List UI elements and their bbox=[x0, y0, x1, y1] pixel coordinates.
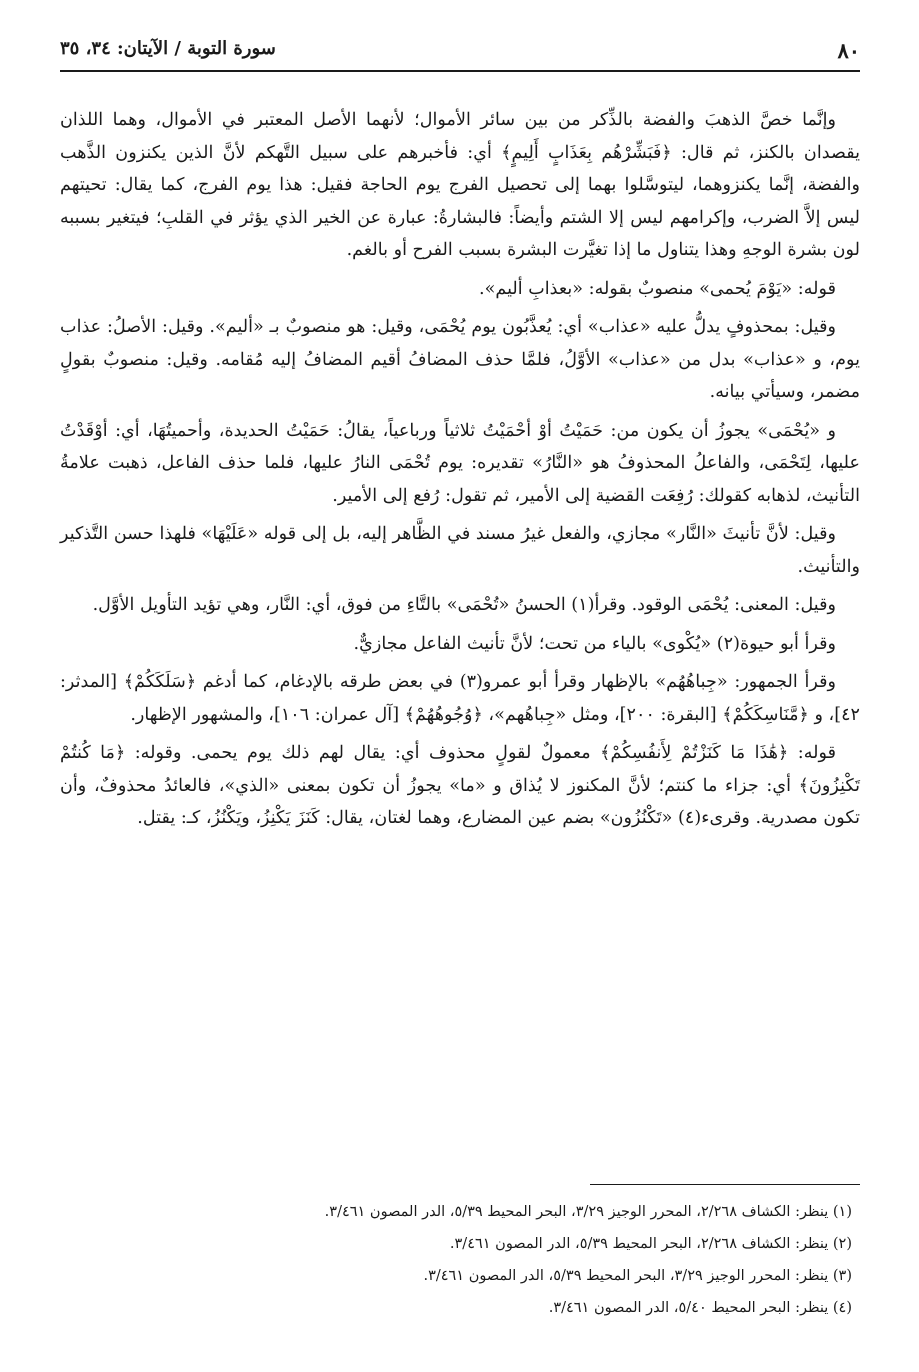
footnote-divider bbox=[590, 1184, 860, 1185]
paragraph-5: وقيل: لأنَّ تأنيثَ «النَّار» مجازي، والفعل غيرُ مسند في الظَّاهر إليه، بل إلى قوله «عَلَيْهَا» فلهذا حسن التَّذكير والتأنيث. bbox=[60, 524, 860, 577]
footnote-4: (٤) ينظر: البحر المحيط ٥/٤٠، الدر المصون ٣/٤٦١. bbox=[548, 1300, 852, 1316]
footnotes bbox=[60, 1196, 860, 1324]
paragraph-2: قوله: «يَوْمَ يُحمى» منصوبٌ بقوله: «بعذابِ أليم». bbox=[479, 278, 836, 299]
paragraph-7: وقرأ أبو حيوة(٢) «يُكْوى» بالياء من تحت؛ لأنَّ تأنيث الفاعل مجازيٌّ. bbox=[353, 633, 836, 654]
paragraph-3: وقيل: بمحذوفٍ يدلُّ عليه «عذاب» أي: يُعذَّبُون يوم يُحْمَى، وقيل: هو منصوبٌ بـ «أليم». وقيل: الأصلُ: عذاب يوم، و «عذاب» بدل من «عذاب» الأوَّلُ، فلمَّا حذف المضافُ أقيم المضافُ إليه مُقامه. وقيل: منصوبٌ بقولٍ مضمر، وسيأتي بيانه. bbox=[60, 317, 860, 402]
footnote-3: (٣) ينظر: المحرر الوجيز ٣/٢٩، البحر المحيط ٥/٣٩، الدر المصون ٣/٤٦١. bbox=[423, 1268, 852, 1284]
paragraph-9: قوله: ﴿هَٰذَا مَا كَنَزْتُمْ لِأَنفُسِكُمْ﴾ معمولٌ لقولٍ محذوف أي: يقال لهم ذلك يوم يحمى. وقوله: ﴿مَا كُنتُمْ تَكْنِزُونَ﴾ أي: جزاء ما كنتم؛ لأنَّ المكنوز لا يُذاق و «ما» يجوزُ أن تكون بمعنى «الذي»، فالعائدُ محذوفٌ، وأن تكون مصدرية. وقرىء(٤) «تَكْنُزُون» بضم عين المضارع، وهما لغتان، يقال: كَنَزَ يَكْنِزُ، ويَكْنُزُ، كـ: يقتل. bbox=[60, 743, 860, 828]
running-title: سورة التوبة / الآيتان: ٣٤، ٣٥ bbox=[60, 38, 276, 59]
paragraph-4: و «يُحْمَى» يجوزُ أن يكون من: حَمَيْتُ أوْ أحْمَيْتُ ثلاثياً ورباعياً، يقالُ: حَمَيْتُ الحديدة، وأحميتُهَا، أي: أوْقَدْتُ عليها، لِتَحْمَى، والفاعلُ المحذوفُ هو «النَّارُ» تقديره: يوم تُحْمَى النارُ عليها، فلما حذف الفاعل، ذهبت علامةُ التأنيث، لذهابه كقولك: رُفِعَت القضية إلى الأمير، ثم تقول: رُفع إلى الأمير. bbox=[60, 420, 860, 506]
paragraph-1: وإنَّما خصَّ الذهبَ والفضة بالذِّكر من بين سائر الأموال؛ لأنهما الأصل المعتبر في الأموال، وهما اللذان يقصدان بالكنز، ثم قال: ﴿فَبَشِّرْهُم بِعَذَابٍ أَلِيمٍ﴾ أي: فأخبرهم على سبيل التَّهكم لأنَّ الذين يكنزون الذَّهب والفضة، إنَّما يكنزوهما، ليتوسَّلوا بهما إلى تحصيل الفرج يوم الحاجة فقيل: هذا يوم الفرج، كما يقال: تحيتهم ليس إلاَّ الضرب، وإكرامهم ليس إلا الشتم وأيضاً: فالبشارةُ: عبارة عن الخير الذي يؤثر في القلبِ؛ فيتغير بسببه لون بشرة الوجهِ وهذا يتناول ما إذا تغيَّرت البشرة بسبب الفرح أو بالغم. bbox=[60, 110, 860, 260]
paragraph-8: وقرأ الجمهور: «جِباهُهُم» بالإظهار وقرأ أبو عمرو(٣) في بعض طرقه بالإدغام، كما أدغم ﴿سَلَكَكُمْ﴾ [المدثر: ٤٢]، و ﴿مَّنَاسِكَكُمْ﴾ [البقرة: ٢٠٠]، ومثل «جِباهُهم»، ﴿وُجُوهُهُمْ﴾ [آل عمران: ١٠٦]، والمشهور الإظهار. bbox=[60, 672, 860, 725]
paragraph-6: وقيل: المعنى: يُحْمَى الوقود. وقرأ(١) الحسنُ «تُحْمَى» بالتَّاءِ من فوق، أي: النَّار، وهي تؤيد التأويل الأوَّل. bbox=[92, 595, 836, 615]
page-header bbox=[60, 30, 860, 72]
book-page bbox=[60, 30, 860, 1350]
footnote-1: (١) ينظر: الكشاف ٢/٢٦٨، المحرر الوجيز ٣/٢٩، البحر المحيط ٥/٣٩، الدر المصون ٣/٤٦١. bbox=[324, 1204, 852, 1220]
page-number: ٨٠ bbox=[837, 38, 860, 63]
footnote-2: (٢) ينظر: الكشاف ٢/٢٦٨، البحر المحيط ٥/٣٩، الدر المصون ٣/٤٦١. bbox=[449, 1236, 852, 1252]
main-text bbox=[60, 104, 860, 841]
